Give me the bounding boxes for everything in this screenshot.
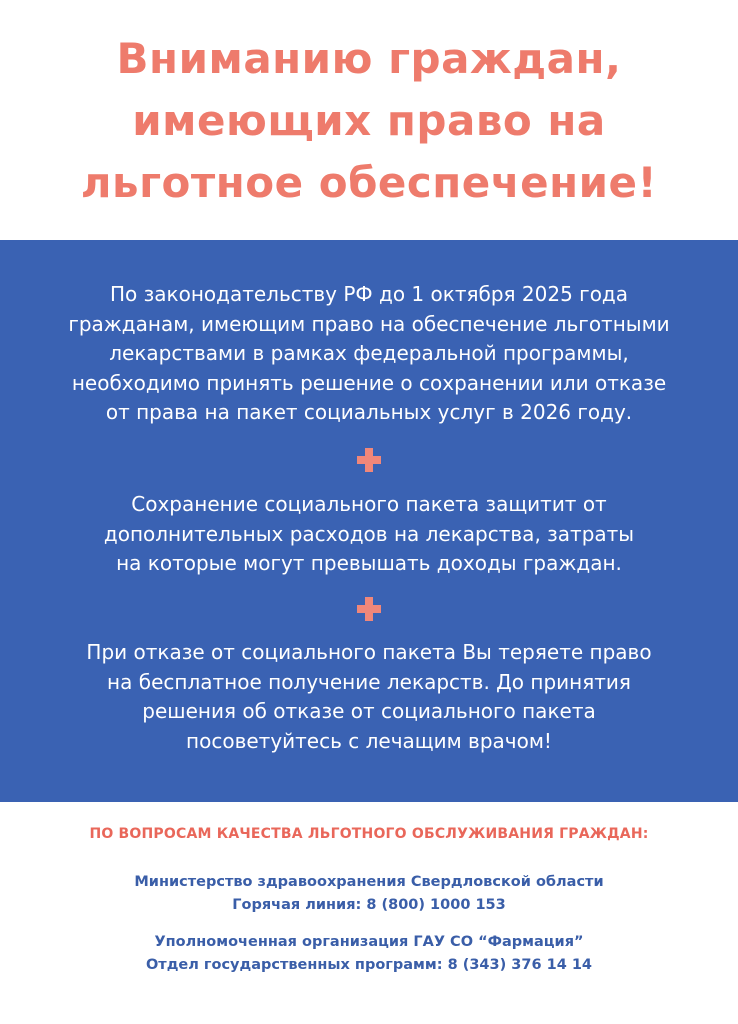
paragraph-line: необходимо принять решение о сохранении или отказе (71, 370, 667, 395)
ministry-hotline: Горячая линия: 8 (800) 1000 153 (232, 897, 506, 913)
ministry-contact (0, 871, 738, 917)
paragraph-line: По законодательству РФ до 1 октября 2025 года (109, 282, 629, 306)
paragraph-benefit (0, 490, 738, 579)
paragraph-line: Сохранение социального пакета защитит от (131, 492, 607, 516)
paragraph-line: гражданам, имеющим право на обеспечение льготными (68, 311, 670, 336)
paragraph-deadline (0, 280, 738, 428)
contacts-heading: ПО ВОПРОСАМ КАЧЕСТВА ЛЬГОТНОГО ОБСЛУЖИВАНИЯ ГРАЖДАН: (89, 826, 649, 842)
paragraph-line: от права на пакет социальных услуг в 2026 году. (105, 400, 633, 424)
title-line-3: льготное обеспечение! (80, 158, 658, 207)
paragraph-line: лекарствами в рамках федеральной программы, (109, 341, 629, 365)
organization-contact (0, 931, 738, 977)
paragraph-line: дополнительных расходов на лекарства, затраты (103, 521, 635, 546)
paragraph-warning (0, 638, 738, 756)
paragraph-line: решения об отказе от социального пакета (142, 699, 596, 723)
paragraph-line: на которые могут превышать доходы граждан. (116, 551, 622, 575)
title-line-1: Вниманию граждан, (116, 34, 622, 83)
info-panel (0, 240, 738, 802)
plus-icon (357, 597, 381, 621)
organization-name: Уполномоченная организация ГАУ СО “Фармация” (154, 934, 584, 950)
organization-department: Отдел государственных программ: 8 (343) 376 14 14 (145, 957, 593, 973)
paragraph-line: посоветуйтесь с лечащим врачом! (186, 728, 552, 753)
paragraph-line: на бесплатное получение лекарств. До принятия (107, 669, 631, 694)
plus-icon (357, 448, 381, 472)
title-line-2: имеющих право на (132, 96, 606, 145)
paragraph-line: При отказе от социального пакета Вы теряете право (86, 640, 652, 664)
page-title (0, 28, 738, 214)
ministry-name: Министерство здравоохранения Свердловской области (134, 874, 604, 890)
